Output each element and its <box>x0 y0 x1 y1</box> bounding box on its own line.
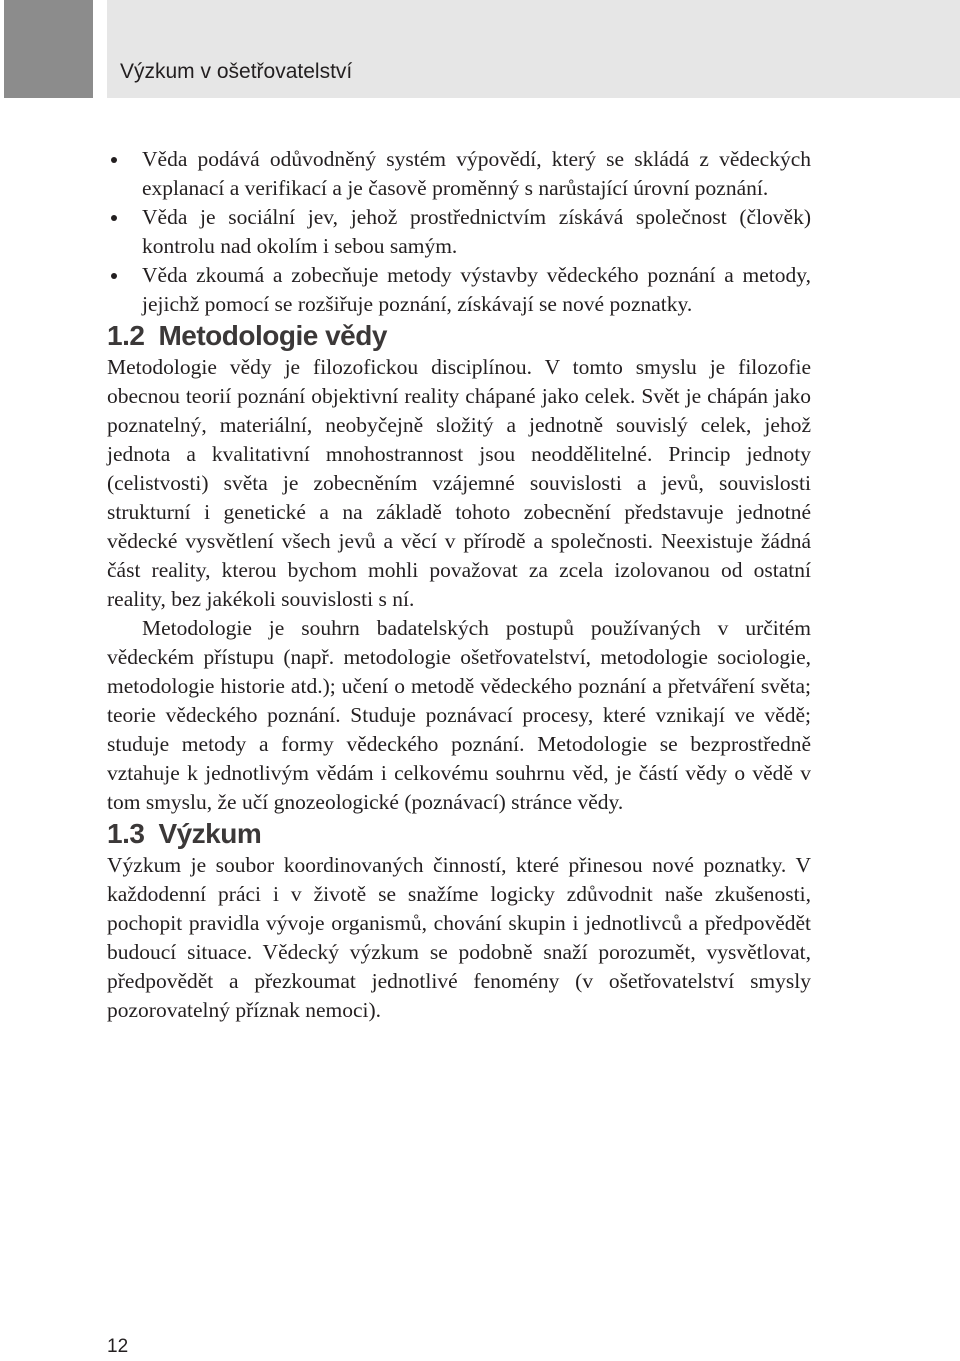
page-body <box>107 145 811 1025</box>
bullet-list <box>107 145 811 319</box>
list-item <box>107 261 811 319</box>
running-header-title: Výzkum v ošetřovatelství <box>120 60 353 83</box>
list-item-text: Věda zkoumá a zobecňuje metody výstavby vědeckého poznání a metody, jejichž pomocí se rozšiřuje poznání, získávají se nové poznatky. <box>142 263 811 316</box>
section-heading <box>107 817 811 851</box>
section-number: 1.2 <box>107 320 145 351</box>
list-item <box>107 203 811 261</box>
list-item <box>107 145 811 203</box>
list-item-text: Věda je sociální jev, jehož prostřednictvím získává společnost (člověk) kontrolu nad okolím i sebou samým. <box>142 205 811 258</box>
paragraph: Metodologie vědy je filozofickou disciplínou. V tomto smyslu je filozofie obecnou teorií poznání objektivní reality chápané jako celek. Svět je chápán jako poznatelný, materiální, neobyčejně složitý a jednotně souvislý celek, jehož jednota a kvalitativní mnohostrannost jsou neoddělitelné. Princip jednoty (celistvosti) světa je zobecněním vzájemné souvislosti a jevů, souvislosti strukturní i genetické a na základě tohoto zobecnění představuje jednotné vědecké vysvětlení všech jevů a věcí v přírodě a společnosti. Neexistuje žádná část reality, kterou bychom mohli považovat za zcela izolovanou od ostatní reality, bez jakékoli souvislosti s ní. <box>107 355 811 611</box>
paragraph: Metodologie je souhrn badatelských postupů používaných v určitém vědeckém přístupu (např. metodologie ošetřovatelství, metodologie sociologie, metodologie historie atd.); učení o metodě vědeckého poznání a přetváření světa; teorie vědeckého poznání. Studuje poznávací procesy, které vznikají ve vědě; studuje metody a formy vědeckého poznání. Metodologie se bezprostředně vztahuje k jednotlivým vědám i celkovému souhrnu věd, je částí vědy o vědě v tom smyslu, že učí gnozeologické (poznávací) stránce vědy. <box>107 616 811 814</box>
section-number: 1.3 <box>107 818 145 849</box>
header-accent-block <box>4 0 93 98</box>
paragraph: Výzkum je soubor koordinovaných činností, které přinesou nové poznatky. V každodenní práci i v životě se snažíme logicky zdůvodnit naše zkušenosti, pochopit pravidla vývoje organismů, chování skupin i jednotlivců a předpovědět budoucí situace. Vědecký výzkum se podobně snaží porozumět, vysvětlovat, předpovědět a přezkoumat jednotlivé fenomény (v ošetřovatelství smysly pozorovatelný příznak nemoci). <box>107 853 811 1022</box>
section-heading <box>107 319 811 353</box>
list-item-text: Věda podává odůvodněný systém výpovědí, který se skládá z vědeckých explanací a verifikací a je časově proměnný s narůstající úrovní poznání. <box>142 147 811 200</box>
bullet-icon <box>111 273 117 279</box>
bullet-icon <box>111 215 117 221</box>
bullet-icon <box>111 157 117 163</box>
section-title: Výzkum <box>158 818 262 849</box>
page-number: 12 <box>107 1336 129 1357</box>
section-title: Metodologie vědy <box>158 320 387 351</box>
